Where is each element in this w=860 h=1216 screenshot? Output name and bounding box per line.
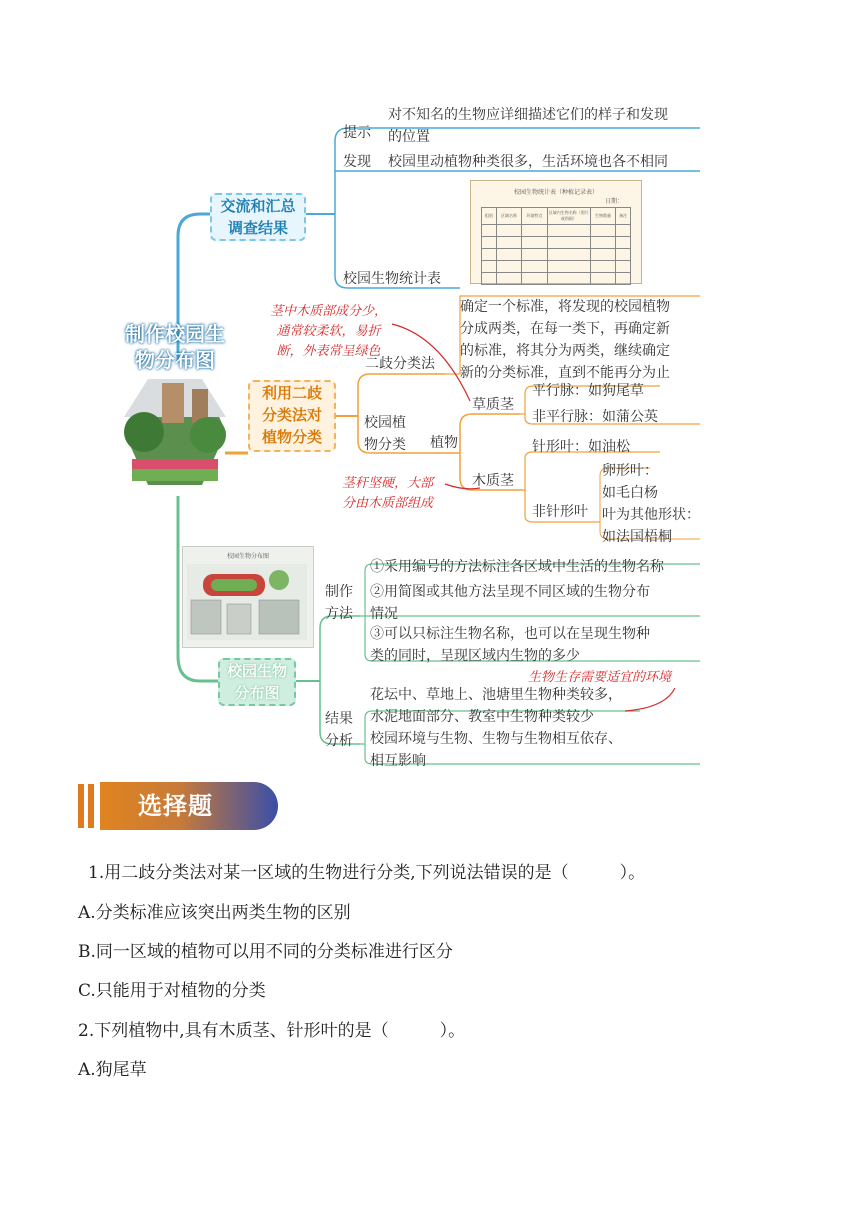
statistics-table [470, 180, 642, 284]
center-node [122, 321, 228, 501]
make-item-3: ③可以只标注生物名称，也可以在呈现生物种 类的同时，呈现区域内生物的多少 [370, 626, 650, 664]
branch-dichotomous: 利用二歧 分类法对 植物分类 [248, 380, 336, 452]
question-1: 1.用二歧分类法对某一区域的生物进行分类,下列说法错误的是（ ）。 [88, 863, 646, 883]
make-item-2: ②用简图或其他方法呈现不同区域的生物分布 情况 [370, 584, 650, 622]
mind-map [120, 96, 705, 769]
table-title: 校园生物统计表（种植记录表） [513, 189, 598, 196]
tip-label: 提示 [343, 125, 371, 141]
result-item-1: 花坛中、草地上、池塘里生物种类较多， 水泥地面部分、教室中生物种类较少 [370, 687, 622, 725]
ovate-leaf: 卵形叶： 如毛白杨 [602, 463, 658, 501]
parallel-vein: 平行脉：如狗尾草 [532, 383, 644, 399]
method-text: 确定一个标准，将发现的校园植物 分成两类，在每一类下，再确定新 的标准，将其分为两类，继续确定 新的分类标准，直到不能再分为止 [460, 299, 670, 381]
tip-text: 对不知名的生物应详细描述它们的样子和发现 的位置 [388, 107, 668, 145]
nonparallel-vein: 非平行脉：如蒲公英 [532, 409, 658, 425]
branch-exchange-summary: 交流和汇总 调查结果 [210, 193, 306, 241]
distribution-map-thumbnail [182, 546, 314, 648]
campus-plants-label: 校园植 物分类 [364, 415, 406, 453]
woody-label: 木质茎 [472, 473, 514, 489]
banner-stripe-2 [88, 784, 94, 828]
plants-label: 植物 [430, 435, 458, 451]
q1-option-c: C.只能用于对植物的分类 [78, 981, 266, 1001]
make-method-label: 制作 方法 [325, 584, 353, 622]
section-banner [78, 782, 280, 830]
q2-option-a: A.狗尾草 [78, 1060, 147, 1080]
branch-distribution-map: 校园生物 分布图 [218, 658, 296, 706]
section-title: 选择题 [138, 792, 213, 820]
result-item-2: 校园环境与生物、生物与生物相互依存、 相互影响 [370, 731, 622, 769]
q1-option-b: B.同一区域的植物可以用不同的分类标准进行区分 [78, 942, 453, 962]
question-2: 2.下列植物中,具有木质茎、针形叶的是（ ）。 [78, 1021, 466, 1041]
make-item-1: ①采用编号的方法标注各区域中生活的生物名称 [370, 559, 664, 575]
result-note: 生物生存需要适宜的环境 [528, 670, 672, 685]
herb-label: 草质茎 [472, 397, 514, 413]
q1-option-a: A.分类标准应该突出两类生物的区别 [78, 903, 351, 923]
center-title: 制作校园生 物分布图 [125, 322, 225, 372]
nonneedle-leaf: 非针形叶 [532, 504, 588, 520]
table-date: 日期： [604, 198, 623, 205]
woody-note: 茎秆坚硬，大部 分由木质部组成 [342, 476, 434, 511]
method-label: 二歧分类法 [365, 356, 435, 372]
map-title: 校园生物分布图 [226, 553, 269, 560]
find-text: 校园里动植物种类很多，生活环境也各不相同 [388, 154, 668, 170]
table-label: 校园生物统计表 [343, 271, 441, 287]
table-grid: 组别 区域名称 环境特点 区域内生物名称（照片或图画） 生物数量 备注 [481, 207, 631, 285]
map-drawing [183, 560, 311, 644]
other-leaf: 叶为其他形状： 如法国梧桐 [602, 507, 700, 545]
campus-photo [122, 377, 228, 487]
needle-leaf: 针形叶：如油松 [532, 439, 630, 455]
banner-stripe-1 [78, 784, 84, 828]
result-label: 结果 分析 [325, 711, 353, 749]
herb-note: 茎中木质部成分少， 通常较柔软，易折 断，外表常呈绿色 [270, 304, 388, 359]
find-label: 发现 [343, 154, 371, 170]
